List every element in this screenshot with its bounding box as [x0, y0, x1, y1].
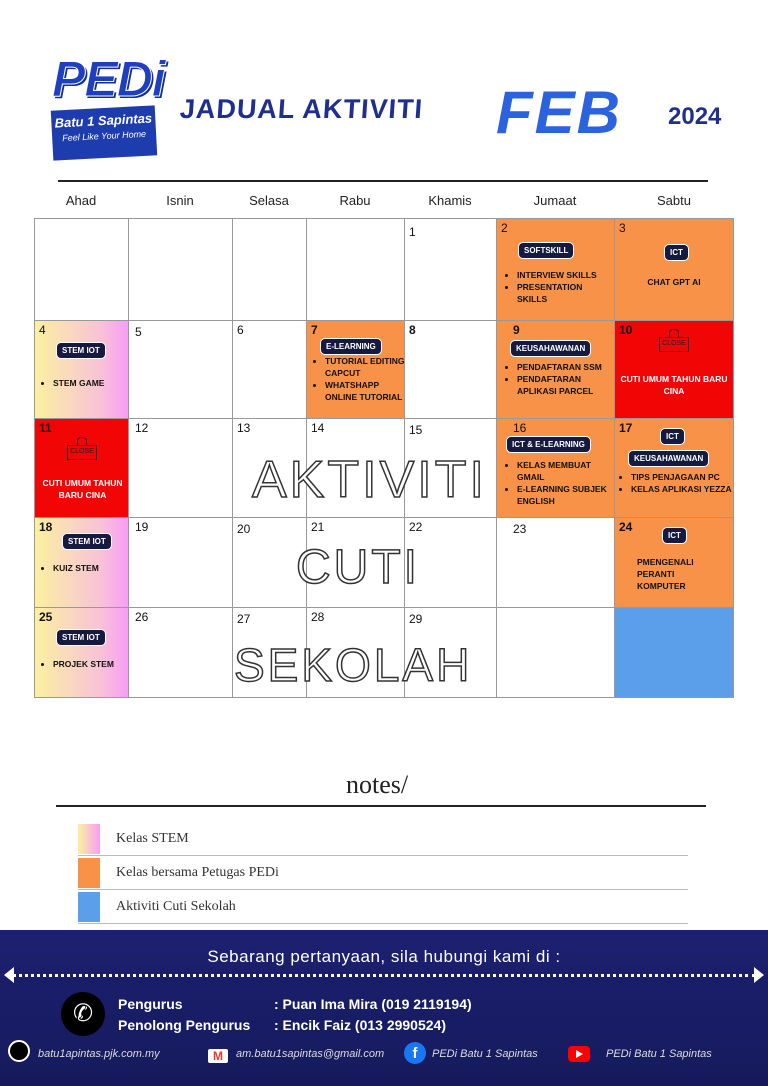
activity-badge: ICT	[663, 528, 686, 543]
day-number: 29	[409, 612, 423, 626]
activity-item: • STEM GAME	[53, 377, 127, 389]
calendar-cell-day-1	[404, 218, 497, 321]
legend-label: Aktiviti Cuti Sekolah	[116, 899, 236, 914]
legend-label: Kelas STEM	[116, 831, 189, 846]
activity-badge: KEUSAHAWANAN	[511, 341, 590, 356]
day-number: 12	[135, 421, 149, 435]
activity-item: • PENDAFTARAN APLIKASI PARCEL	[517, 373, 613, 397]
calendar-cell-day-24	[614, 517, 734, 608]
calendar-cell-day-18	[34, 517, 129, 608]
day-number: 8	[409, 323, 416, 337]
day-number: 9	[513, 323, 520, 337]
activity-item: • E-LEARNING SUBJEK ENGLISH	[517, 483, 615, 507]
day-header-rabu: Rabu	[339, 193, 371, 208]
arrow-right-icon	[754, 967, 764, 983]
calendar-cell-empty	[232, 218, 307, 321]
day-number: 27	[237, 612, 251, 626]
calendar-cell-day-9	[496, 320, 615, 419]
overlay-text-sekolah: SEKOLAH	[234, 639, 473, 691]
calendar-cell-day-23	[496, 517, 615, 608]
holiday-text: CUTI UMUM TAHUN BARU CINA	[42, 478, 123, 500]
day-header-sabtu: Sabtu	[657, 193, 691, 208]
activity-list	[311, 355, 407, 403]
activity-item: • TUTORIAL EDITING CAPCUT	[325, 355, 407, 379]
legend-row-petugas	[78, 856, 688, 890]
activity-item: • KUIZ STEM	[53, 562, 127, 574]
calendar-cell-empty	[306, 218, 405, 321]
activity-item: • TIPS PENJAGAAN PC	[631, 471, 735, 483]
activity-list	[39, 562, 127, 574]
calendar-cell-day-2	[496, 218, 615, 321]
email-link[interactable]: am.batu1sapintas@gmail.com	[236, 1048, 385, 1060]
overlay-text-cuti: CUTI	[296, 541, 420, 594]
page-title: JADUAL AKTIVITI	[178, 94, 425, 124]
activity-badge-secondary: KEUSAHAWANAN	[629, 451, 708, 466]
day-header-khamis: Khamis	[428, 193, 472, 208]
day-number: 24	[619, 520, 633, 534]
day-number: 21	[311, 520, 325, 534]
calendar-cell-day-19	[128, 517, 233, 608]
overlay-text-aktiviti: AKTIVITI	[252, 451, 487, 509]
closed-sign-icon	[659, 329, 689, 357]
activity-item: • WHATSHAPP ONLINE TUTORIAL	[325, 379, 407, 403]
day-number: 11	[39, 421, 52, 435]
day-header-selasa: Selasa	[249, 193, 289, 208]
logo-banner	[51, 105, 157, 160]
day-number: 4	[39, 323, 46, 337]
calendar-cell-day-7	[306, 320, 405, 419]
closed-sign-icon	[67, 437, 97, 465]
day-number: 26	[135, 610, 149, 624]
calendar-cell-day-12	[128, 418, 233, 518]
day-number: 6	[237, 323, 244, 337]
youtube-link[interactable]: PEDi Batu 1 Sapintas	[606, 1048, 712, 1060]
calendar-cell-empty	[496, 607, 615, 698]
activity-item: • PROJEK STEM	[53, 658, 129, 670]
day-number: 19	[135, 520, 149, 534]
day-number: 23	[513, 522, 527, 536]
day-number: 22	[409, 520, 423, 534]
youtube-icon	[568, 1046, 590, 1062]
phone-icon: ✆	[61, 992, 105, 1036]
activity-list	[39, 658, 129, 670]
calendar-cell-day-16	[496, 418, 615, 518]
activity-badge: SOFTSKILL	[519, 243, 573, 258]
day-number: 1	[409, 225, 416, 239]
website-link[interactable]: batu1apintas.pjk.com.my	[38, 1048, 160, 1060]
activity-badge: STEM IOT	[57, 630, 105, 645]
activity-badge: ICT	[661, 429, 684, 444]
day-number: 13	[237, 421, 251, 435]
notes-divider	[56, 805, 706, 807]
day-number: 17	[619, 421, 633, 435]
calendar-cell-empty	[34, 218, 129, 321]
legend-row-stem	[78, 822, 688, 856]
pengurus-label: Pengurus	[118, 996, 183, 1012]
pengurus-value: : Puan Ima Mira (019 2119194)	[274, 996, 472, 1012]
legend-swatch	[78, 892, 100, 922]
contact-question: Sebarang pertanyaan, sila hubungi kami di :	[207, 947, 561, 966]
day-number: 25	[39, 610, 53, 624]
calendar-cell-empty	[128, 218, 233, 321]
activity-list	[503, 459, 615, 507]
calendar-cell-day-25	[34, 607, 129, 698]
activity-badge: ICT	[665, 245, 688, 260]
calendar-cell-day-26	[128, 607, 233, 698]
calendar-cell-day-5	[128, 320, 233, 419]
calendar-cell-day-4	[34, 320, 129, 419]
day-number: 28	[311, 610, 325, 624]
notes-title: notes/	[346, 770, 409, 799]
day-number: 2	[501, 221, 508, 235]
day-header-isnin: Isnin	[166, 193, 194, 208]
holiday-text: CUTI UMUM TAHUN BARU CINA	[620, 374, 728, 396]
email-icon: M	[208, 1049, 228, 1063]
activity-item: • KELAS MEMBUAT GMAIL	[517, 459, 615, 483]
year-title: 2024	[668, 103, 722, 130]
activity-list	[617, 471, 735, 495]
day-number: 20	[237, 522, 251, 536]
day-number: 3	[619, 221, 626, 235]
calendar-cell-holiday-block	[614, 607, 734, 698]
activity-list	[503, 269, 613, 305]
closed-sign-label: CLOSE	[659, 337, 689, 352]
legend-row-cuti	[78, 890, 688, 924]
calendar-cell-day-10	[614, 320, 734, 419]
activity-item: • PRESENTATION SKILLS	[517, 281, 613, 305]
activity-badge: STEM IOT	[57, 343, 105, 358]
logo-tagline: Feel Like Your Home	[61, 128, 147, 144]
month-title: FEB	[496, 79, 622, 146]
logo-sub: Batu 1 Sapintas	[54, 110, 153, 131]
calendar-cell-day-3	[614, 218, 734, 321]
dotted-divider	[12, 974, 756, 977]
activity-list	[503, 361, 613, 397]
logo-brand: PEDi	[52, 51, 165, 107]
facebook-icon: f	[404, 1042, 426, 1064]
legend-swatch	[78, 824, 100, 854]
activity-list	[39, 377, 127, 389]
activity-badge: STEM IOT	[63, 534, 111, 549]
activity-text: PMENGENALI PERANTI KOMPUTER	[637, 557, 694, 591]
penolong-value: : Encik Faiz (013 2990524)	[274, 1017, 446, 1033]
calendar-cell-day-17	[614, 418, 734, 518]
day-header-jumaat: Jumaat	[533, 193, 577, 208]
globe-icon	[8, 1040, 30, 1062]
day-number: 15	[409, 423, 423, 437]
header-divider	[58, 180, 708, 182]
activity-text: CHAT GPT AI	[647, 277, 701, 287]
activity-badge: ICT & E-LEARNING	[507, 437, 590, 452]
day-number: 10	[619, 323, 633, 337]
closed-sign-label: CLOSE	[67, 445, 97, 460]
activity-badge: E-LEARNING	[321, 339, 381, 354]
legend-swatch	[78, 858, 100, 888]
activity-item: • PENDAFTARAN SSM	[517, 361, 613, 373]
calendar-grid	[34, 218, 734, 698]
day-number: 16	[513, 421, 527, 435]
day-number: 7	[311, 323, 318, 337]
contact-footer	[0, 930, 768, 1086]
day-header-ahad: Ahad	[65, 193, 97, 208]
penolong-label: Penolong Pengurus	[118, 1017, 251, 1033]
activity-item: • INTERVIEW SKILLS	[517, 269, 613, 281]
calendar-cell-day-8	[404, 320, 497, 419]
day-number: 5	[135, 325, 142, 339]
day-number: 18	[39, 520, 53, 534]
pedi-logo	[52, 50, 165, 160]
facebook-link[interactable]: PEDi Batu 1 Sapintas	[432, 1048, 538, 1060]
calendar-cell-day-6	[232, 320, 307, 419]
legend-label: Kelas bersama Petugas PEDi	[116, 865, 279, 880]
activity-item: • KELAS APLIKASI YEZZA	[631, 483, 735, 495]
calendar-cell-day-11	[34, 418, 129, 518]
day-number: 14	[311, 421, 325, 435]
